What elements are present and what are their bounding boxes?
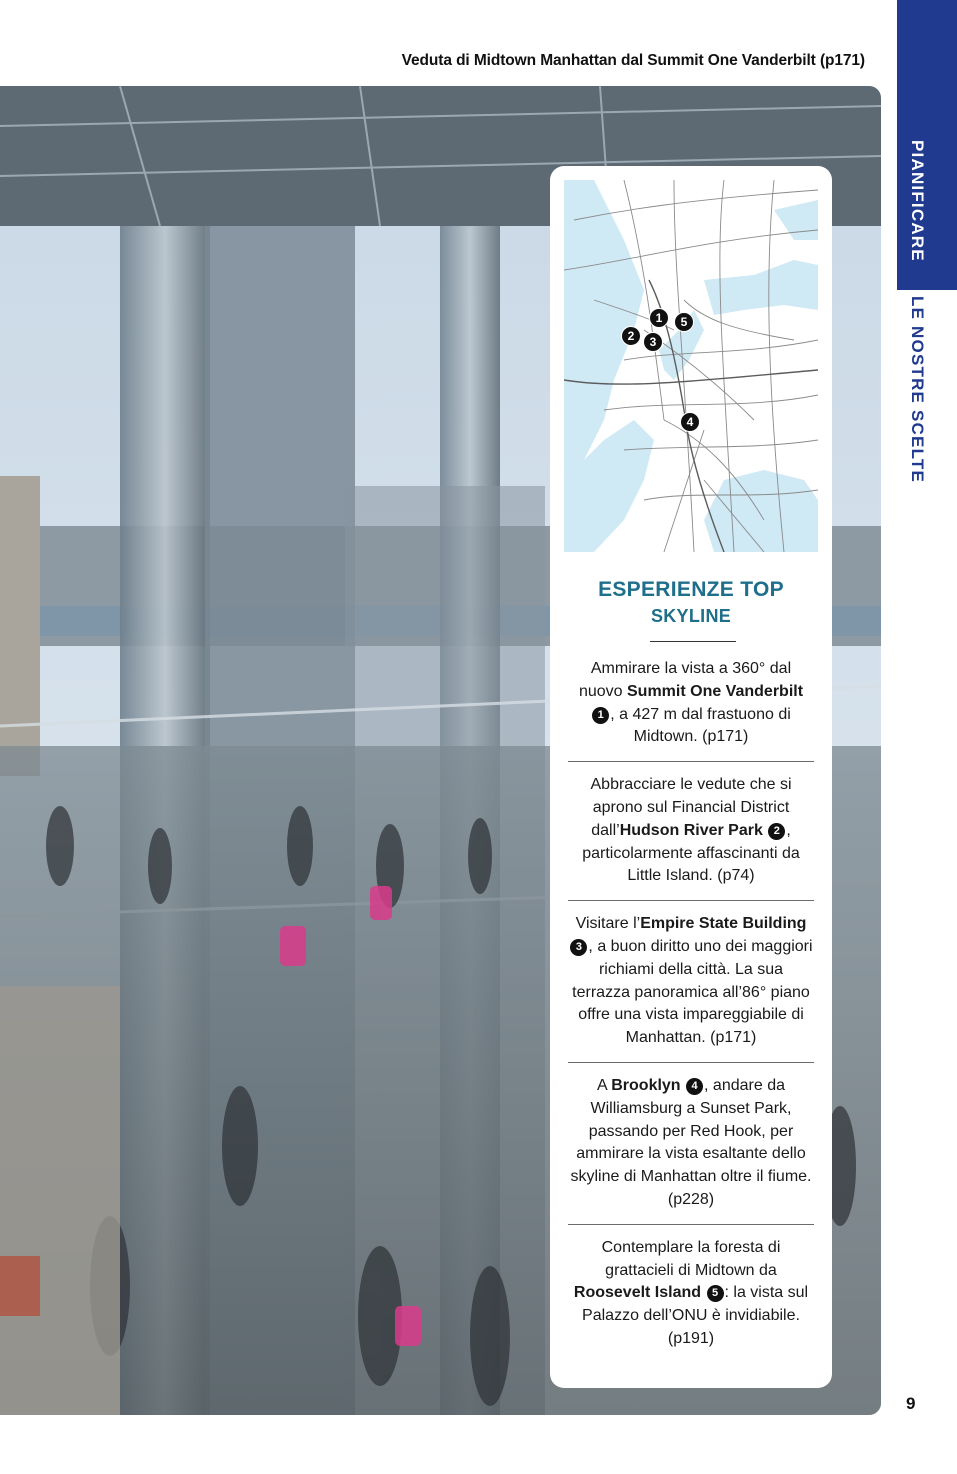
map-marker-5: 5 [674,312,694,332]
item-text: , a buon diritto uno dei maggiori richiami della città. La sua terrazza panoramica all’86° piano offre una vista impareggiabile di Manhattan. (p171) [572,937,813,1047]
experience-item [568,770,814,901]
experience-item [568,1071,814,1225]
item-text: , andare da Williamsburg a Sunset Park, passando per Red Hook, per ammirare la vista esaltante dello skyline di Manhattan oltre il fiume. (p228) [570,1076,812,1208]
side-tab-band [897,0,957,290]
item-place: Brooklyn [611,1076,681,1094]
experience-item [568,654,814,762]
item-text: Abbracciare le vedute che si aprono sul Financial District dall’ [590,776,792,839]
item-number-badge: 2 [768,823,785,840]
item-number-badge: 1 [592,707,609,724]
experience-item [568,1233,814,1363]
new-york-map [564,180,818,552]
item-text: Contemplare la foresta di grattacieli di Midtown da [601,1238,781,1279]
map-marker-1: 1 [649,308,669,328]
experience-list [568,654,814,1371]
item-text: : la vista sul Palazzo dell’ONU è invidiabile. (p191) [582,1284,809,1347]
map-marker-2: 2 [621,326,641,346]
item-place: Roosevelt Island [573,1284,702,1302]
top-experiences-card [550,166,832,1388]
card-subtitle: SKYLINE [650,606,732,626]
item-text: , a 427 m dal frastuono di Midtown. (p171) [610,705,791,746]
item-place: Summit One Vanderbilt [627,682,804,700]
item-number-badge: 4 [686,1078,703,1095]
section-side-tab [897,0,957,1474]
item-place: Hudson River Park [619,821,763,839]
photo-caption: Veduta di Midtown Manhattan dal Summit One Vanderbilt (p171) [401,52,865,69]
map-marker-4: 4 [680,412,700,432]
item-number-badge: 5 [707,1285,724,1302]
page-number: 9 [906,1394,916,1413]
section-label: PIANIFICARE [908,140,927,262]
item-text: A [597,1076,612,1094]
subsection-label: LE NOSTRE SCELTE [908,296,927,484]
item-text: , particolarmente affascinanti da Little Island. (p74) [582,821,800,885]
item-number-badge: 3 [570,939,587,956]
item-text: Visitare l’ [575,915,641,933]
item-text: Ammirare la vista a 360° dal nuovo [578,660,792,700]
card-title: ESPERIENZE TOP [598,578,784,601]
experience-item [568,909,814,1063]
map-marker-3: 3 [643,332,663,352]
item-place: Empire State Building [640,915,807,933]
heading-divider [650,641,736,642]
